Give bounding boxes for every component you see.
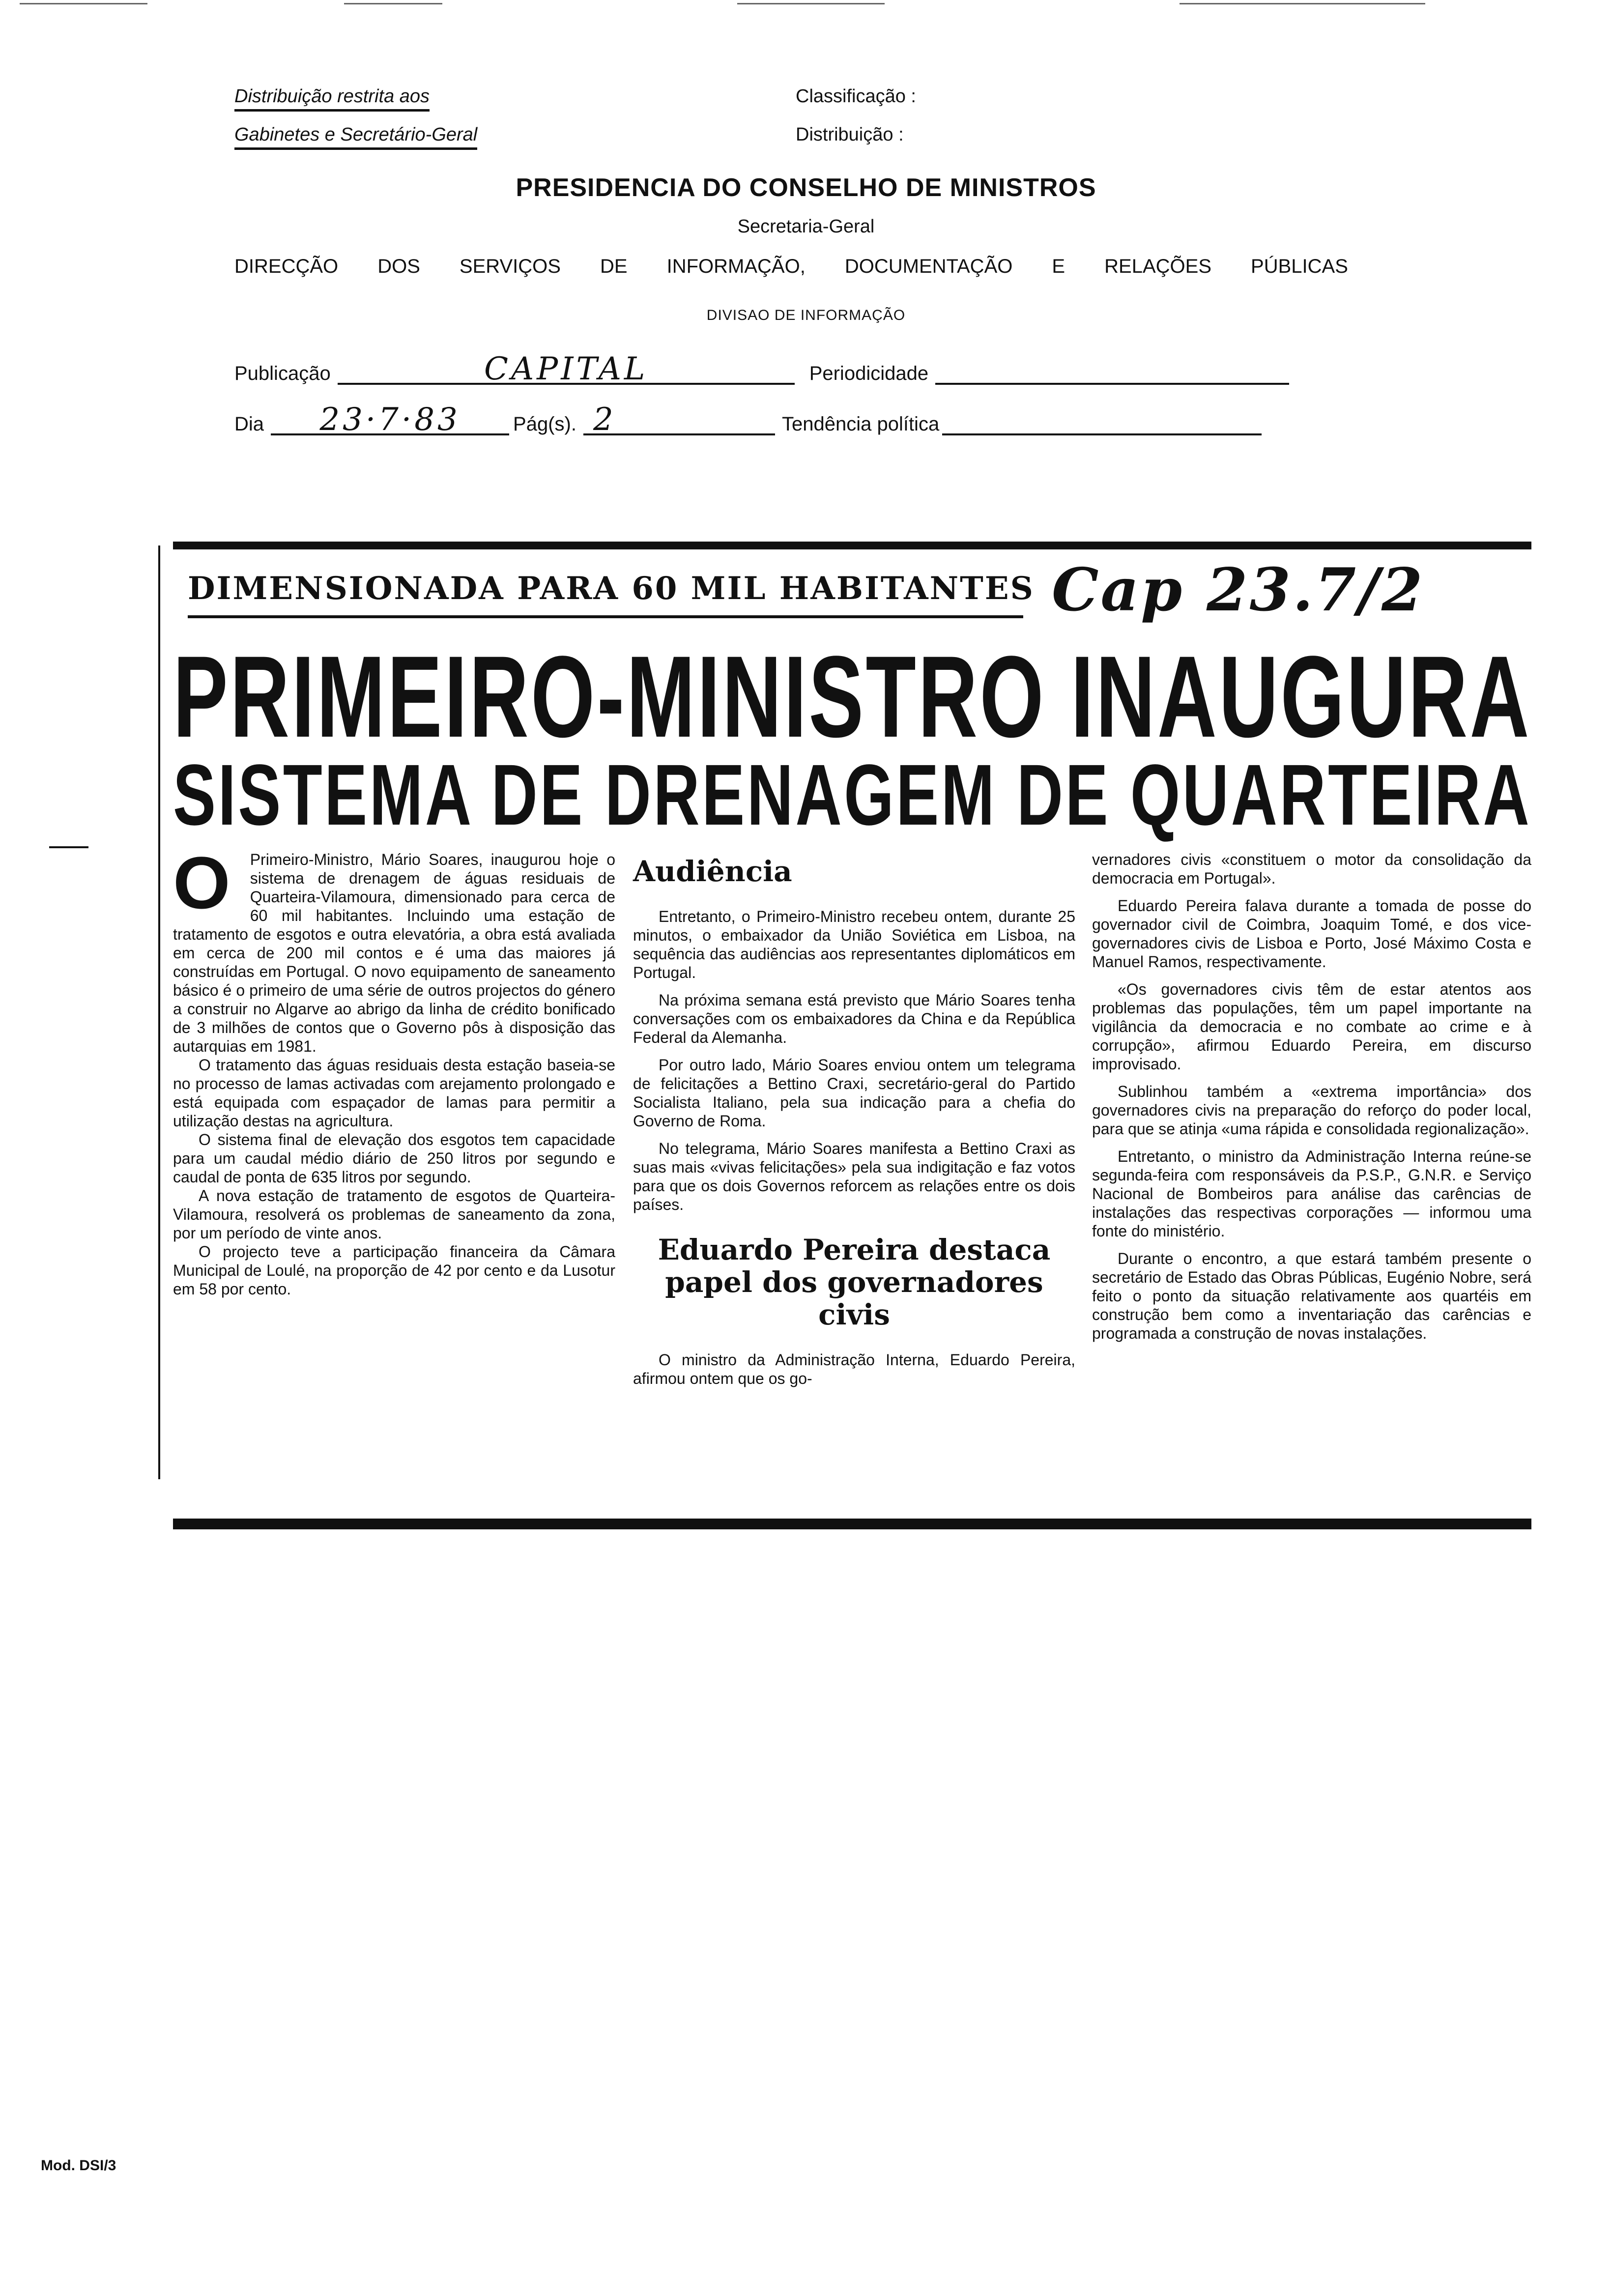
paragraph: Primeiro-Ministro, Mário Soares, inaugurou hoje o sistema de drenagem de águas residuais de Quarteira-Vilamoura, dimensionado para cerca de 60 mil habitantes. Incluindo uma estação de tratamento de esgotos e outra elevatória, a obra está avaliada em cerca de 200 mil contos e é uma das maiores já construídas em Portugal. O novo equipamento de saneamento básico é o primeiro de uma série de outros projectos do género a construir no Algarve ao abrigo da linha de crédito bonificado de 3 milhões de contos que o Governo pôs à disposição das autarquias em 1981. xyxy=(173,851,615,1055)
paragraph: Entretanto, o ministro da Administração Interna reúne-se segunda-feira com responsáveis da P.S.P., G.N.R. e Serviço Nacional de Bombeiros para análise das carências de instalações das respectivas corporações — informou uma fonte do ministério. xyxy=(1092,1148,1531,1240)
publication-field[interactable] xyxy=(338,351,795,387)
scan-mark xyxy=(344,3,442,4)
paragraph: O projecto teve a participação financeira da Câmara Municipal de Loulé, na proporção de 42 por cento e da Lusotur em 58 por cento. xyxy=(173,1243,615,1298)
page-title: PRESIDENCIA DO CONSELHO DE MINISTROS xyxy=(516,173,1096,202)
directorate-word: SERVIÇOS xyxy=(459,256,561,277)
subtitle: Secretaria-Geral xyxy=(737,216,875,237)
classification-label: Classificação : xyxy=(796,86,916,107)
paragraph: No telegrama, Mário Soares manifesta a Bettino Craxi as suas mais «vivas felicitações» pela sua indigitação e faz votos para que os dois Governos reforcem as relações entre os dois países. xyxy=(633,1140,1075,1213)
headline-line2-box xyxy=(173,747,1532,843)
distribution-restriction-line1: Distribuição restrita aos xyxy=(234,86,430,112)
directorate-word: E xyxy=(1052,256,1065,277)
paragraph: A nova estação de tratamento de esgotos de Quarteira-Vilamoura, resolverá os problemas de saneamento da zona, por um período de vinte anos. xyxy=(173,1187,615,1242)
paragraph: O sistema final de elevação dos esgotos tem capacidade para um caudal médio diário de 250 litros por segundo e caudal de ponta de 635 litros por segundo. xyxy=(173,1131,615,1186)
day-value: 23·7·83 xyxy=(319,402,461,438)
day-label: Dia xyxy=(234,413,264,435)
bottom-rule xyxy=(173,1519,1531,1529)
directorate-word: DIRECÇÃO xyxy=(234,256,339,277)
periodicity-label: Periodicidade xyxy=(809,363,929,384)
directorate-word: DOS xyxy=(377,256,420,277)
form-code: Mod. DSI/3 xyxy=(41,2157,116,2174)
political-tendency-field[interactable] xyxy=(942,412,1262,435)
headline-line1: PRIMEIRO-MINISTRO INAUGURA xyxy=(173,632,1531,762)
kicker: DIMENSIONADA PARA 60 MIL HABITANTES xyxy=(188,570,1035,607)
kicker-underline xyxy=(188,615,1023,618)
scan-mark xyxy=(737,3,885,4)
paragraph: vernadores civis «constituem o motor da consolidação da democracia em Portugal». xyxy=(1092,851,1531,887)
article-column-3 xyxy=(1092,850,1531,1351)
scan-mark xyxy=(1180,3,1425,4)
directorate-line xyxy=(234,256,1348,278)
handwritten-annotation: Cap 23.7/2 xyxy=(1052,555,1425,625)
distribution-restriction-line2: Gabinetes e Secretário-Geral xyxy=(234,124,477,150)
political-tendency-label: Tendência política xyxy=(781,413,940,435)
distribution-label: Distribuição : xyxy=(796,124,904,145)
paragraph: Sublinhou também a «extrema importância» dos governadores civis na preparação do reforço do poder local, para que se atinja «uma rápida e consolidada regionalização». xyxy=(1092,1083,1531,1138)
pages-value: 2 xyxy=(593,402,616,438)
paragraph: «Os governadores civis têm de estar atentos aos problemas das populações, têm um papel importante na vigilância da democracia e no combate ao crime e à corrupção», afirmou Eduardo Pereira, em discurso improvisado. xyxy=(1092,980,1531,1073)
publication-value: CAPITAL xyxy=(484,351,648,387)
publication-label: Publicação xyxy=(234,363,331,384)
drop-cap: O xyxy=(173,841,230,924)
subheading-eduardo-pereira: Eduardo Pereira destaca papel dos governadores civis xyxy=(658,1233,1051,1331)
article-column-1 xyxy=(173,841,615,1298)
directorate-word: INFORMAÇÃO, xyxy=(666,256,806,277)
subheading-audiencia: Audiência xyxy=(633,855,792,888)
periodicity-field[interactable] xyxy=(935,361,1289,385)
headline-line1-box xyxy=(173,632,1531,762)
margin-tick xyxy=(49,846,88,848)
scan-mark xyxy=(20,3,147,4)
division-label: DIVISAO DE INFORMAÇÃO xyxy=(706,307,906,323)
directorate-word: DE xyxy=(600,256,628,277)
pages-field[interactable] xyxy=(583,402,775,438)
article-column-2 xyxy=(633,850,1075,1397)
directorate-word: DOCUMENTAÇÃO xyxy=(844,256,1013,277)
paragraph: Na próxima semana está previsto que Mário Soares tenha conversações com os embaixadores da China e da República Federal da Alemanha. xyxy=(633,991,1075,1046)
headline-line2: SISTEMA DE DRENAGEM DE QUARTEIRA xyxy=(173,747,1532,843)
paragraph: Entretanto, o Primeiro-Ministro recebeu ontem, durante 25 minutos, o embaixador da União Soviética em Lisboa, na sequência das audiências aos representantes diplomáticos em Portugal. xyxy=(633,908,1075,981)
paragraph: Por outro lado, Mário Soares enviou ontem um telegrama de felicitações a Bettino Craxi, secretário-geral do Partido Socialista Italiano, pela sua indicação para a chefia do Governo de Roma. xyxy=(633,1056,1075,1130)
day-field[interactable] xyxy=(271,402,509,438)
pages-label: Pág(s). xyxy=(513,413,576,435)
paragraph: Durante o encontro, a que estará também presente o secretário de Estado das Obras Públicas, Eugénio Nobre, será feito o ponto da situação relativamente aos quartéis em construção bem como a inventariação das carências e programada a construção de novas instalações. xyxy=(1092,1250,1531,1342)
day-row xyxy=(234,402,1350,438)
left-margin-line xyxy=(158,545,160,1479)
paragraph: Eduardo Pereira falava durante a tomada de posse do governador civil de Coimbra, Joaquim Tomé, e dos vice-governadores civis de Lisboa e Porto, José Máximo Costa e Manuel Ramos, respectivamente. xyxy=(1092,897,1531,971)
paragraph: O ministro da Administração Interna, Eduardo Pereira, afirmou ontem que os go- xyxy=(633,1351,1075,1387)
directorate-word: RELAÇÕES xyxy=(1104,256,1211,277)
paragraph: O tratamento das águas residuais desta estação baseia-se no processo de lamas activadas com arejamento prolongado e está equipada com espaçador de lamas para permitir a utilização destas na agricultura. xyxy=(173,1056,615,1130)
publication-row xyxy=(234,351,1350,387)
top-rule xyxy=(173,542,1531,549)
directorate-word: PÚBLICAS xyxy=(1251,256,1348,277)
